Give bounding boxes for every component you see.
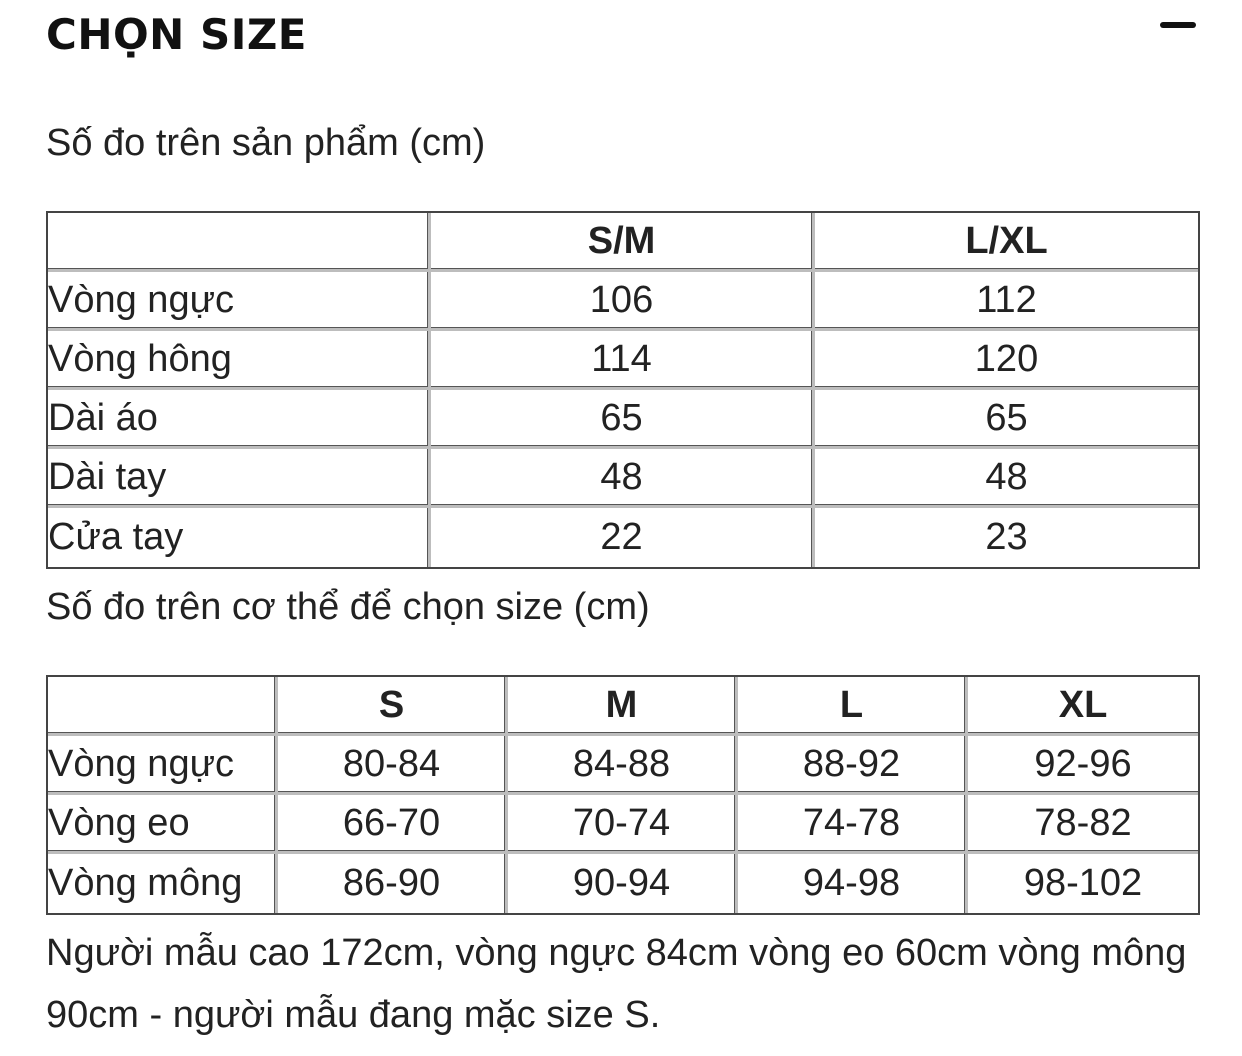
table-cell: 74-78: [738, 795, 968, 854]
body-measurements-caption: Số đo trên cơ thể để chọn size (cm): [46, 586, 650, 628]
table-cell: 88-92: [738, 736, 968, 795]
size-guide-header: [46, 8, 1196, 58]
table-header-cell: XL: [968, 677, 1198, 736]
table-row: [48, 854, 1198, 913]
table-cell: 48: [431, 449, 815, 508]
row-label: Dài áo: [48, 390, 431, 449]
table-row: [48, 449, 1198, 508]
table-row: [48, 331, 1198, 390]
collapse-button[interactable]: [1160, 18, 1196, 34]
table-cell: 65: [431, 390, 815, 449]
table-cell: 22: [431, 508, 815, 567]
table-header-cell: [48, 677, 278, 736]
table-header-cell: M: [508, 677, 738, 736]
table-header-cell: L: [738, 677, 968, 736]
table-cell: 90-94: [508, 854, 738, 913]
row-label: Cửa tay: [48, 508, 431, 567]
table-cell: 66-70: [278, 795, 508, 854]
table-cell: 70-74: [508, 795, 738, 854]
table-row: [48, 508, 1198, 567]
table-cell: 48: [815, 449, 1198, 508]
body-size-table: [46, 675, 1200, 915]
table-cell: 120: [815, 331, 1198, 390]
table-row: [48, 272, 1198, 331]
table-cell: 86-90: [278, 854, 508, 913]
table-header-cell: L/XL: [815, 213, 1198, 272]
table-header-cell: S/M: [431, 213, 815, 272]
table-cell: 106: [431, 272, 815, 331]
table-cell: 80-84: [278, 736, 508, 795]
product-size-table: [46, 211, 1200, 569]
table-cell: 98-102: [1023, 862, 1143, 904]
table-cell: 23: [985, 516, 1028, 558]
table-cell: 65: [815, 390, 1198, 449]
model-info-note: Người mẫu cao 172cm, vòng ngực 84cm vòng eo 60cm vòng mông 90cm - người mẫu đang mặc size S.: [46, 932, 1187, 1036]
table-header-row: [48, 677, 1198, 736]
table-cell: 92-96: [968, 736, 1198, 795]
row-label: Dài tay: [48, 449, 431, 508]
table-cell: 78-82: [968, 795, 1198, 854]
table-row: [48, 736, 1198, 795]
table-cell: 112: [815, 272, 1198, 331]
table-cell: 84-88: [508, 736, 738, 795]
table-header-cell: [48, 213, 431, 272]
minus-icon: [1160, 22, 1196, 28]
row-label: Vòng mông: [48, 854, 278, 913]
table-header-row: [48, 213, 1198, 272]
table-cell: 94-98: [738, 854, 968, 913]
table-header-cell: S: [278, 677, 508, 736]
page-title: CHỌN SIZE: [46, 10, 307, 59]
row-label: Vòng ngực: [48, 736, 278, 795]
row-label: Vòng eo: [48, 795, 278, 854]
row-label: Vòng hông: [48, 331, 431, 390]
row-label: Vòng ngực: [48, 272, 431, 331]
table-row: [48, 390, 1198, 449]
table-cell: 114: [431, 331, 815, 390]
product-measurements-caption: Số đo trên sản phẩm (cm): [46, 122, 486, 164]
table-row: [48, 795, 1198, 854]
